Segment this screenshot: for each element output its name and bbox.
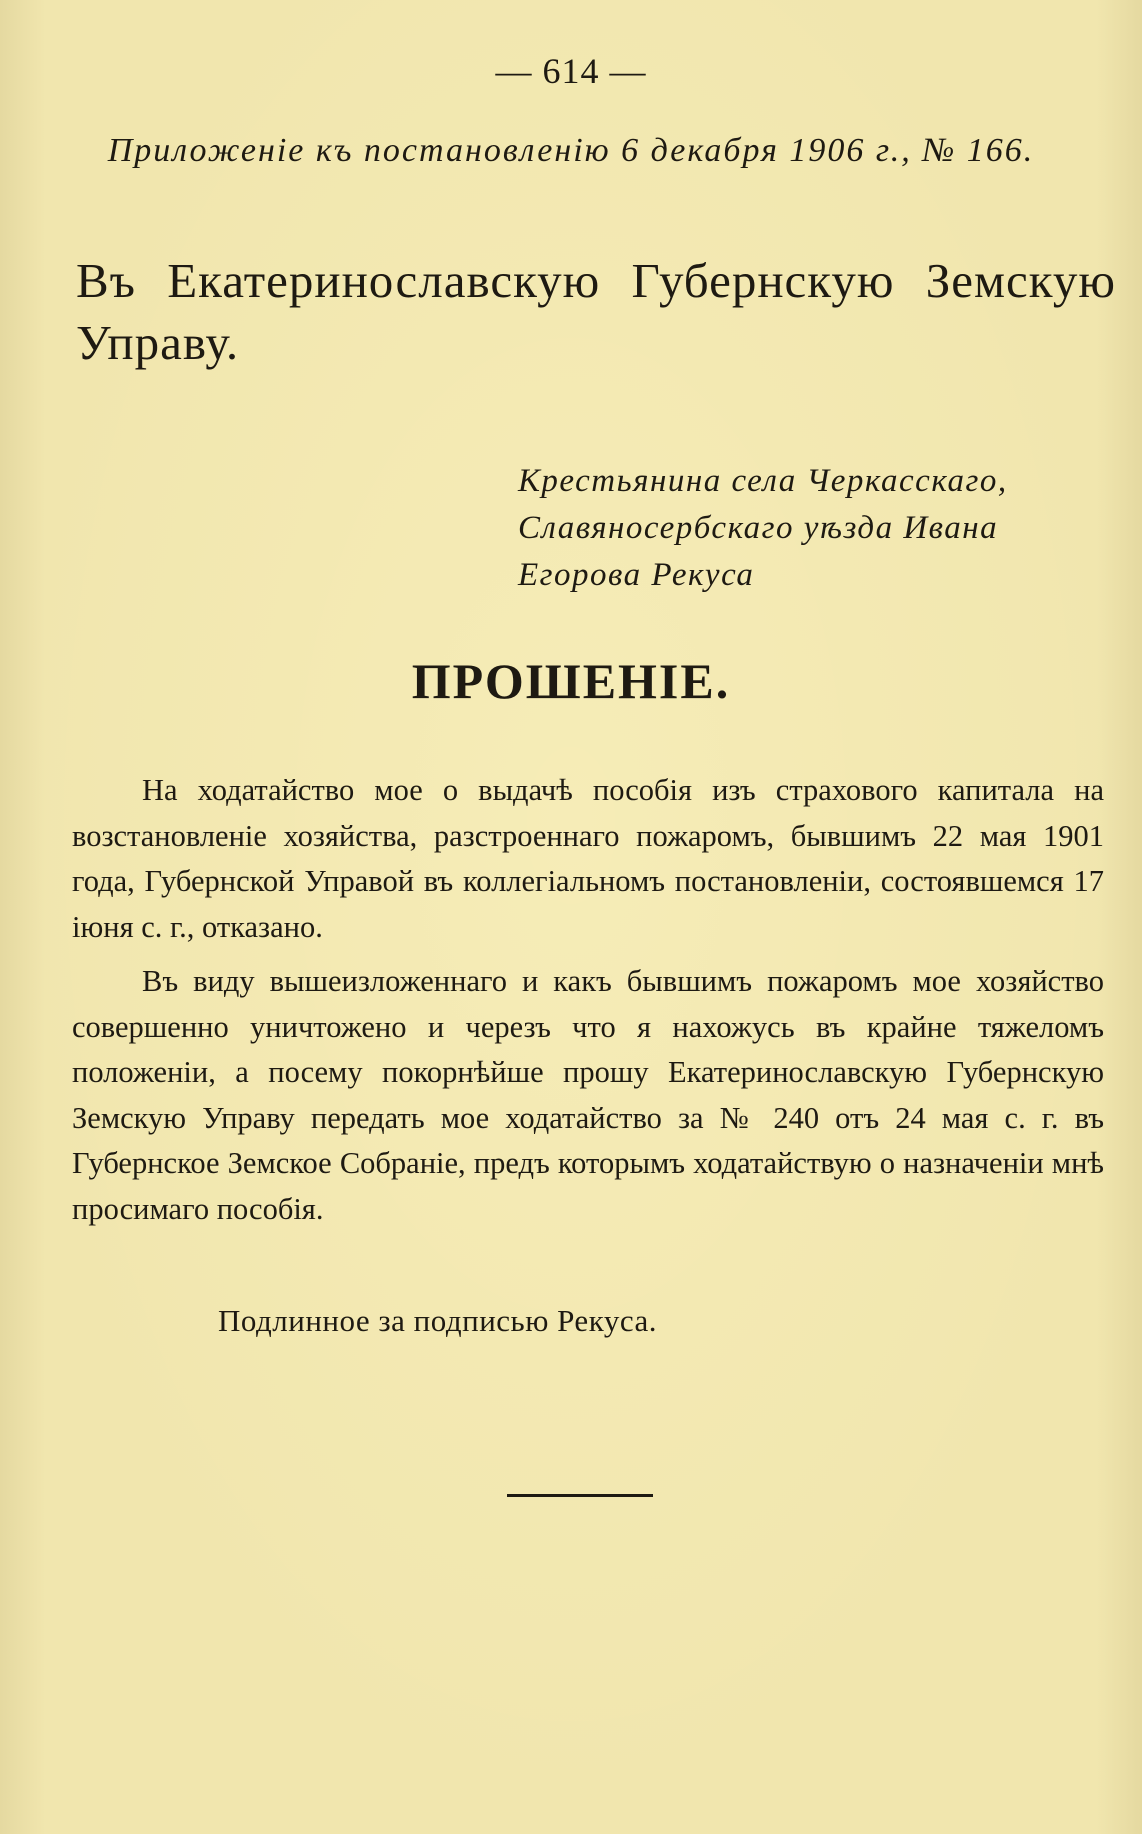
sender-block: Крестьянина села Черкасскаго, Славяносербскаго уѣзда Ивана Егорова Рекуса bbox=[518, 463, 1008, 593]
signature-line: Подлинное за подписью Рекуса. bbox=[218, 1303, 657, 1338]
document-title: ПРОШЕНІЕ. bbox=[411, 653, 731, 709]
closing-rule bbox=[507, 1494, 653, 1497]
page-number: — 614 — bbox=[495, 51, 647, 91]
petition-body bbox=[72, 768, 1104, 1241]
addressee: Въ Екатеринославскую Губернскую Земскую Управу. bbox=[76, 253, 1116, 370]
appendix-note: Приложеніе къ постановленію 6 декабря 1906 г., № 166. bbox=[107, 132, 1035, 169]
paragraph: Въ виду вышеизложеннаго и какъ бывшимъ пожаромъ мое хозяйство совершенно уничтожено и черезъ что я нахожусь въ крайне тяжеломъ положеніи, а посему покорнѣйше прошу Екатеринославскую Губернскую Земскую Управу передать мое ходатайство за № 240 отъ 24 мая с. г. въ Губернское Земское Собраніе, предъ которымъ ходатайствую о назначеніи мнѣ просимаго пособія. bbox=[72, 964, 1104, 1226]
paragraph: На ходатайство мое о выдачѣ пособія изъ страхового капитала на возстановленіе хозяйства, разстроеннаго пожаромъ, бывшимъ 22 мая 1901 года, Губернской Управой въ коллегіальномъ постановленіи, состоявшемся 17 іюня с. г., отказано. bbox=[72, 773, 1104, 944]
